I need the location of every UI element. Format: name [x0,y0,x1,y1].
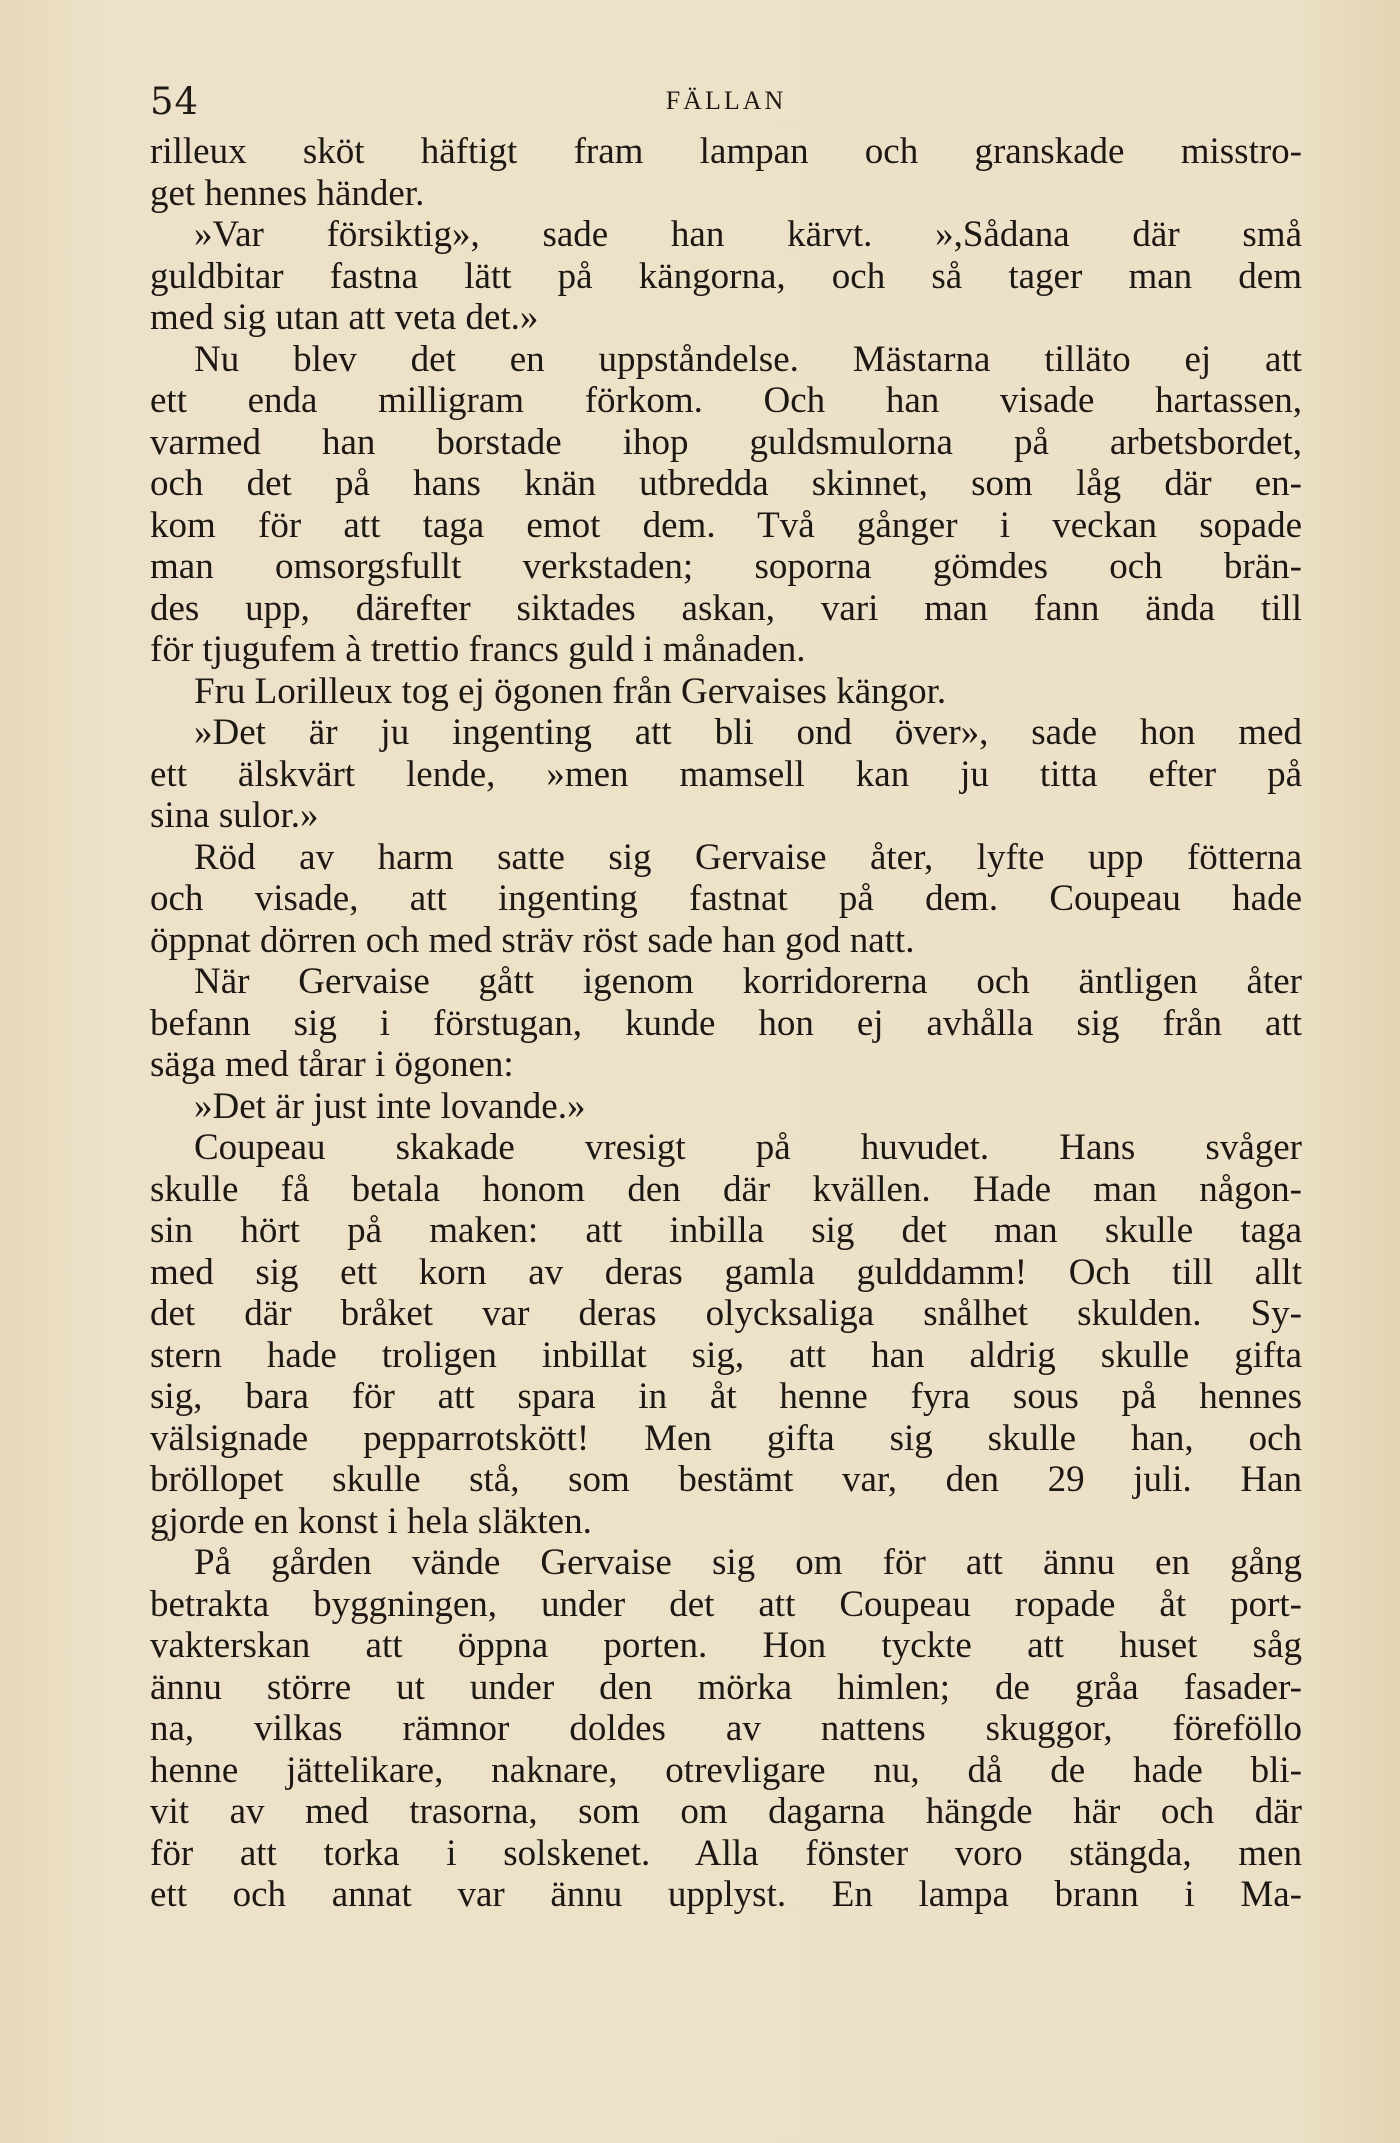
text-line: ett älskvärt lende, »men mamsell kan ju titta efter på [150,753,1302,795]
text-line: »Det är ju ingenting att bli ond över», sade hon med [194,712,1302,753]
text-line: henne jättelikare, naknare, otrevligare nu, då de hade bli- [150,1749,1302,1791]
text-line: vakterskan att öppna porten. Hon tyckte att huset såg [150,1625,1302,1666]
text-line: och visade, att ingenting fastnat på dem. Coupeau hade [150,878,1302,919]
text-line: gjorde en konst i hela släkten. [150,1500,592,1542]
text-line: man omsorgsfullt verkstaden; soporna gömdes och brän- [150,546,1302,587]
text-line: befann sig i förstugan, kunde hon ej avhålla sig från att [150,1002,1302,1044]
page-bottom-margin [0,2053,1400,2143]
text-line: På gården vände Gervaise sig om för att ännu en gång [194,1542,1302,1583]
text-line: »Det är just inte lovande.» [194,1085,586,1127]
text-line: Nu blev det en uppståndelse. Mästarna tilläto ej att [194,338,1302,380]
text-line: sina sulor.» [150,795,319,836]
text-line: varmed han borstade ihop guldsmulorna på arbetsbordet, [150,421,1302,463]
text-line: rilleux sköt häftigt fram lampan och granskade misstro- [150,131,1302,172]
text-line: stern hade troligen inbillat sig, att han aldrig skulle gifta [150,1334,1302,1376]
text-line: guldbitar fastna lätt på kängorna, och så tager man dem [150,255,1302,297]
text-line: När Gervaise gått igenom korridorerna och äntligen åter [194,961,1302,1002]
page-header [150,68,1302,128]
text-line: ännu större ut under den mörka himlen; de gråa fasader- [150,1666,1302,1708]
text-line: välsignade pepparrotskött! Men gifta sig skulle han, och [150,1417,1302,1459]
text-line: för tjugufem à trettio francs guld i månaden. [150,629,806,670]
text-line: Coupeau skakade vresigt på huvudet. Hans svåger [194,1127,1302,1168]
text-line: sin hört på maken: att inbilla sig det man skulle taga [150,1210,1302,1251]
text-line: med sig utan att veta det.» [150,297,539,338]
text-line: na, vilkas rämnor doldes av nattens skuggor, föreföllo [150,1708,1302,1749]
text-line: Fru Lorilleux tog ej ögonen från Gervaises kängor. [194,670,947,712]
text-line: skulle få betala honom den där kvällen. Hade man någon- [150,1168,1302,1210]
text-line: »Var försiktig», sade han kärvt. »,Sådana där små [194,214,1302,255]
text-line: ett enda milligram förkom. Och han visade hartassen, [150,380,1302,421]
page-number: 54 [150,80,200,123]
text-line: get hennes händer. [150,172,425,214]
text-line: Röd av harm satte sig Gervaise åter, lyfte upp fötterna [194,836,1302,878]
text-line: och det på hans knän utbredda skinnet, som låg där en- [150,463,1302,504]
text-line: betrakta byggningen, under det att Coupeau ropade åt port- [150,1583,1302,1625]
text-line: vit av med trasorna, som om dagarna hängde här och där [150,1791,1302,1832]
body-text [150,131,1302,1916]
text-line: säga med tårar i ögonen: [150,1044,514,1085]
text-line: för att torka i solskenet. Alla fönster voro stängda, men [150,1832,1302,1874]
text-line: det där bråket var deras olycksaliga snålhet skulden. Sy- [150,1293,1302,1334]
text-line: des upp, därefter siktades askan, vari man fann ända till [150,587,1302,629]
text-line: öppnat dörren och med sträv röst sade han god natt. [150,919,915,961]
text-line: ett och annat var ännu upplyst. En lampa brann i Ma- [150,1874,1302,1915]
text-line: bröllopet skulle stå, som bestämt var, den 29 juli. Han [150,1459,1302,1500]
text-line: kom för att taga emot dem. Två gånger i veckan sopade [150,504,1302,546]
text-line: med sig ett korn av deras gamla gulddamm! Och till allt [150,1251,1302,1293]
text-line: sig, bara för att spara in åt henne fyra sous på hennes [150,1376,1302,1417]
running-title: FÄLLAN [665,86,787,115]
